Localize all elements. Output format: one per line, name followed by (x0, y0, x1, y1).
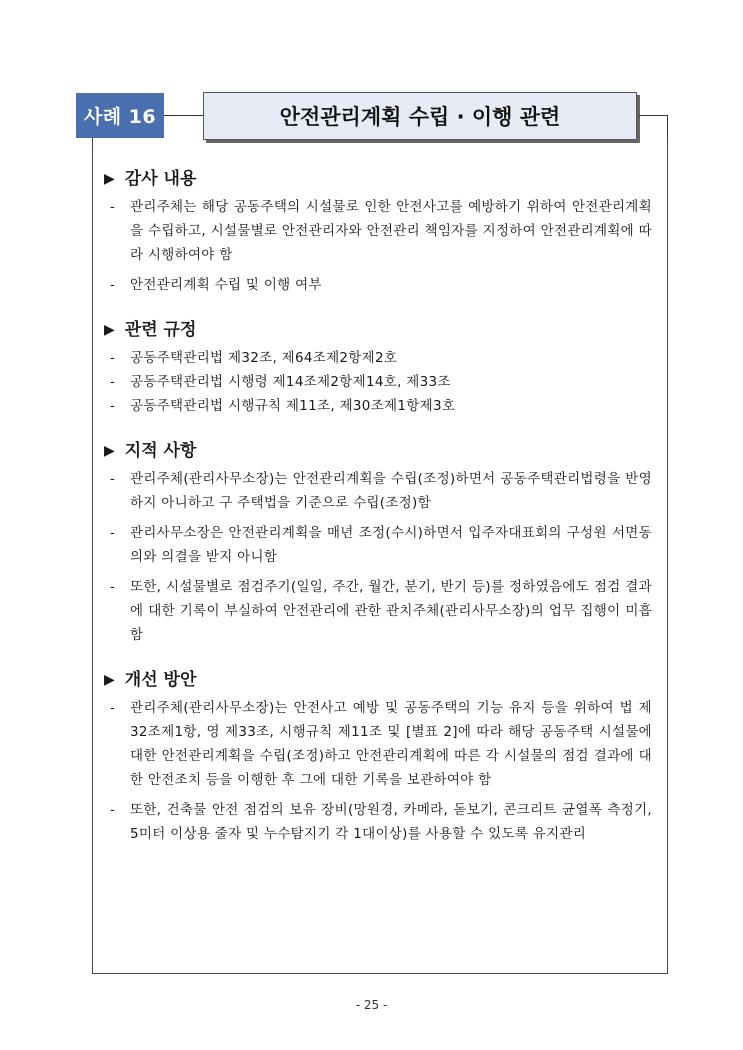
dash-icon: - (110, 802, 115, 818)
section-title-text: 감사 내용 (124, 169, 197, 189)
page-title: 안전관리계획 수립 · 이행 관련 (279, 105, 561, 129)
dash-icon: - (110, 525, 115, 541)
list-item-text: 관리주체는 해당 공동주택의 시설물로 인한 안전사고를 예방하기 위하여 안전관리계획을 수립하고, 시설물별로 안전관리자와 안전관리 책임자를 지정하여 안전관리계획에 따라 시행하여야 함 (130, 199, 652, 263)
list-item (104, 195, 652, 267)
content-area (104, 166, 652, 866)
list-item-text: 공동주택관리법 제32조, 제64조제2항제2호 (130, 350, 398, 366)
section-findings (104, 438, 652, 647)
triangle-right-icon: ▶ (104, 322, 115, 338)
header-connector-right (638, 115, 668, 116)
list-item-text: 관리주체(관리사무소장)는 안전관리계획을 수립(조정)하면서 공동주택관리법령을 반영하지 아니하고 구 주택법을 기준으로 수립(조정)함 (130, 471, 652, 511)
section-title (104, 667, 652, 693)
list-item-text: 공동주택관리법 시행규칙 제11조, 제30조제1항제3호 (130, 398, 456, 414)
section-title (104, 166, 652, 192)
header-title-box (203, 92, 637, 140)
list-item (104, 346, 652, 370)
list-item (104, 273, 652, 297)
dash-icon: - (110, 579, 115, 595)
section-audit-content (104, 166, 652, 297)
triangle-right-icon: ▶ (104, 443, 115, 459)
list-item-text: 관리사무소장은 안전관리계획을 매년 조정(수시)하면서 입주자대표회의 구성원 서면동의와 의결을 받지 아니함 (130, 525, 652, 565)
dash-icon: - (110, 350, 115, 366)
triangle-right-icon: ▶ (104, 171, 115, 187)
list-item-text: 안전관리계획 수립 및 이행 여부 (130, 277, 322, 293)
list-item (104, 394, 652, 418)
dash-icon: - (110, 398, 115, 414)
case-label: 사례 16 (83, 106, 157, 128)
list-item (104, 467, 652, 515)
header-connector-right-drop (667, 115, 668, 138)
section-title (104, 438, 652, 464)
section-related-regulations (104, 317, 652, 418)
section-title-text: 관련 규정 (124, 320, 197, 340)
section-title-text: 지적 사항 (124, 441, 197, 461)
header-connector-left (164, 115, 203, 116)
section-improvement-plan (104, 667, 652, 846)
dash-icon: - (110, 471, 115, 487)
dash-icon: - (110, 700, 115, 716)
list-item (104, 575, 652, 647)
dash-icon: - (110, 374, 115, 390)
list-item-text: 관리주체(관리사무소장)는 안전사고 예방 및 공동주택의 기능 유지 등을 위하여 법 제32조제1항, 영 제33조, 시행규칙 제11조 및 [별표 2]에 따라 해당 공동주택 시설물에 대한 안전관리계획을 수립(조정)하고 안전관리계획에 따른 각 시설물의 점검 결과에 대한 안전조치 등을 이행한 후 그에 대한 기록을 보관하여야 함 (130, 700, 652, 788)
case-number-badge (76, 93, 164, 138)
list-item (104, 696, 652, 792)
list-item (104, 521, 652, 569)
list-item-text: 공동주택관리법 시행령 제14조제2항제14호, 제33조 (130, 374, 451, 390)
page-number: - 25 - (355, 998, 388, 1012)
list-item (104, 798, 652, 846)
list-item (104, 370, 652, 394)
dash-icon: - (110, 199, 115, 215)
section-title-text: 개선 방안 (124, 670, 197, 690)
dash-icon: - (110, 277, 115, 293)
section-title (104, 317, 652, 343)
list-item-text: 또한, 건축물 안전 점검의 보유 장비(망원경, 카메라, 돋보기, 콘크리트 균열폭 측정기, 5미터 이상용 줄자 및 누수탐지기 각 1대이상)를 사용할 수 있도록 유지관리 (130, 802, 652, 842)
triangle-right-icon: ▶ (104, 672, 115, 688)
list-item-text: 또한, 시설물별로 점검주기(일일, 주간, 월간, 분기, 반기 등)를 정하였음에도 점검 결과에 대한 기록이 부실하여 안전관리에 관한 관치주체(관리사무소장)의 업무 집행이 미흡함 (130, 579, 652, 643)
